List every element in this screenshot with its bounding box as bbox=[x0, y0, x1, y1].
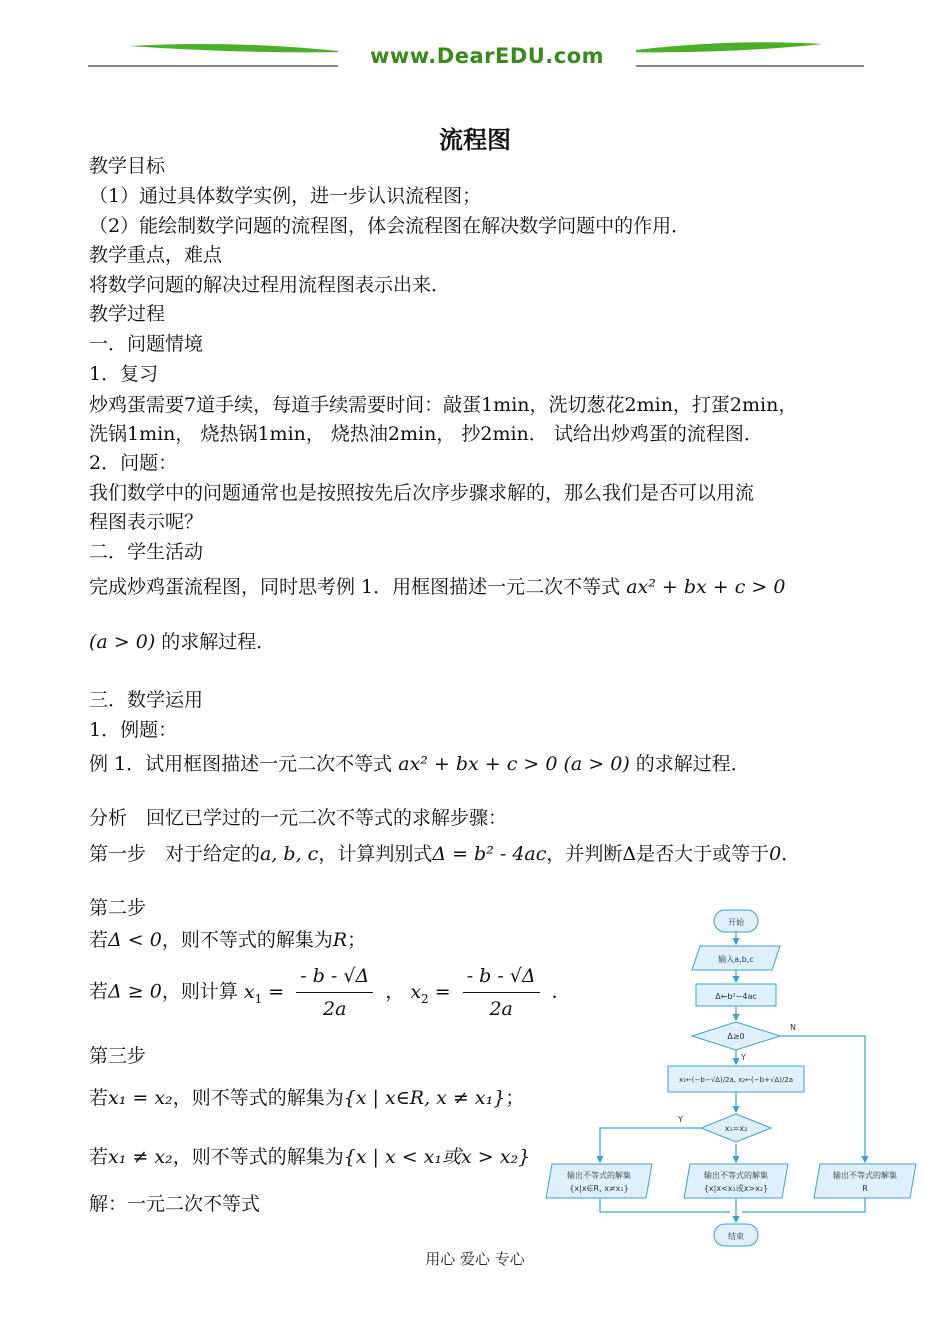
step-2-a-math-2: R bbox=[332, 929, 348, 951]
x1-numerator: - b - √Δ bbox=[296, 962, 373, 993]
step-2-b-math-1: Δ ≥ 0 bbox=[108, 980, 162, 1003]
step-3-line-a bbox=[89, 1086, 524, 1110]
question-heading: 2．问题： bbox=[89, 452, 178, 474]
header-brand: www.DearEDU.com bbox=[338, 44, 636, 68]
goal-heading: 教学目标 bbox=[89, 155, 166, 177]
step-3-a-text-1: 若 bbox=[89, 1087, 109, 1109]
x1-denominator: 2a bbox=[323, 998, 347, 1020]
step-3-b-text-1: 若 bbox=[89, 1146, 109, 1168]
solution-text: 解：一元二次不等式 bbox=[89, 1193, 261, 1215]
flow-input-label: 输入a,b,c bbox=[718, 955, 754, 964]
flow-discriminant-label: Δ←b²−4ac bbox=[715, 992, 757, 1001]
example-line bbox=[89, 752, 750, 776]
activity-line-2 bbox=[89, 630, 275, 654]
flow-output-3-label: 输出不等式的解集 bbox=[833, 1171, 897, 1180]
analysis-text: 分析 回忆已学过的一元二次不等式的求解步骤： bbox=[89, 807, 508, 829]
key-heading: 教学重点，难点 bbox=[89, 244, 223, 266]
step-1-text-a: 第一步 对于给定的 bbox=[89, 843, 261, 865]
activity-line bbox=[89, 575, 785, 599]
step-3-heading: 第三步 bbox=[89, 1045, 147, 1067]
example-math-2: (a > 0) bbox=[563, 753, 630, 775]
example-math-1: ax² + bx + c > 0 bbox=[398, 753, 558, 775]
key-text: 将数学问题的解决过程用流程图表示出来． bbox=[89, 274, 451, 296]
question-text-1: 我们数学中的问题通常也是按照按先后次序步骤求解的，那么我们是否可以用流 bbox=[89, 482, 755, 504]
example-text-2: 的求解过程． bbox=[635, 753, 750, 775]
flow-output-1-set: {x|x∈R, x≠x₁} bbox=[569, 1184, 629, 1193]
step-3-a-text-2: ，则不等式的解集为 bbox=[172, 1087, 344, 1109]
step-2-heading: 第二步 bbox=[89, 897, 147, 919]
step-3-b-math-2: {x | x < x₁或x > x₂} bbox=[343, 1146, 531, 1168]
x1-fraction bbox=[296, 962, 373, 1023]
page-footer: 用心 爱心 专心 bbox=[425, 1250, 525, 1268]
x2-fraction bbox=[463, 962, 540, 1023]
step-2-a-text-2: ，则不等式的解集为 bbox=[161, 929, 333, 951]
flow-roots-label: x₁←(−b−√Δ)/2a, x₂←(−b+√Δ)/2a bbox=[678, 1076, 794, 1084]
flowchart bbox=[540, 900, 920, 1250]
process-heading: 教学过程 bbox=[89, 303, 166, 325]
flow-yes-2: Y bbox=[678, 1115, 683, 1124]
activity-text-2: 的求解过程． bbox=[161, 631, 276, 653]
step-3-line-b bbox=[89, 1145, 530, 1169]
step-1-math-discriminant: Δ = b² - 4ac bbox=[432, 843, 547, 865]
step-1-math-zero: 0 bbox=[769, 843, 782, 865]
flow-no-1: N bbox=[790, 1023, 796, 1032]
step-2-line-b: 若Δ ≥ 0，则计算 $x_1$ = $\frac{- b - √\Delta}{2a}$ ， $x_2$ = $\frac{- b - √\Delta}{2a}$ ． bbox=[89, 962, 571, 1023]
activity-math-1: ax² + bx + c > 0 bbox=[626, 576, 786, 598]
step-2-a-text-3: ； bbox=[347, 929, 367, 951]
section-3-heading: 三．数学运用 bbox=[89, 689, 204, 711]
example-text-1: 例 1．试用框图描述一元二次不等式 bbox=[89, 753, 393, 775]
flow-output-2-label: 输出不等式的解集 bbox=[704, 1171, 768, 1180]
flow-output-3-set: R bbox=[862, 1184, 868, 1193]
flow-cond-2-label: x₁=x₂ bbox=[724, 1124, 748, 1133]
review-text-2: 洗锅1min， 烧热锅1min， 烧热油2min， 抄2min． 试给出炒鸡蛋的流程图． bbox=[89, 423, 763, 445]
section-1-heading: 一．问题情境 bbox=[89, 333, 204, 355]
goal-1: （1）通过具体数学实例，进一步认识流程图； bbox=[89, 185, 482, 207]
page-header bbox=[88, 32, 864, 72]
step-1-line bbox=[89, 842, 800, 866]
step-3-b-text-2: ，则不等式的解集为 bbox=[172, 1146, 344, 1168]
step-2-a-math-1: Δ < 0 bbox=[108, 929, 162, 951]
x2-denominator: 2a bbox=[489, 998, 513, 1020]
step-3-b-math-1: x₁ ≠ x₂ bbox=[108, 1146, 173, 1168]
flow-end-label: 结束 bbox=[728, 1232, 744, 1241]
x2-symbol: $x_2$ = bbox=[410, 980, 451, 1006]
x1-symbol: $x_1$ = bbox=[243, 980, 285, 1006]
activity-text-1: 完成炒鸡蛋流程图，同时思考例 1．用框图描述一元二次不等式 bbox=[89, 576, 621, 598]
flow-cond-1-label: Δ≥0 bbox=[727, 1032, 745, 1041]
step-1-text-c: ，并判断Δ是否大于或等于 bbox=[546, 843, 770, 865]
section-2-heading: 二．学生活动 bbox=[89, 541, 204, 563]
step-2-a-text-1: 若 bbox=[89, 929, 109, 951]
x2-numerator: - b - √Δ bbox=[463, 962, 540, 993]
step-1-text-b: ，计算判别式 bbox=[318, 843, 433, 865]
step-3-a-math-2: {x | x∈R, x ≠ x₁} bbox=[343, 1087, 506, 1109]
flow-start-label: 开始 bbox=[728, 918, 744, 927]
activity-math-2: (a > 0) bbox=[89, 631, 156, 653]
goal-2: （2）能绘制数学问题的流程图，体会流程图在解决数学问题中的作用． bbox=[89, 215, 691, 237]
step-3-a-text-3: ； bbox=[505, 1087, 525, 1109]
flow-output-1-label: 输出不等式的解集 bbox=[567, 1171, 631, 1180]
question-text-2: 程图表示呢？ bbox=[89, 511, 204, 533]
step-2-line-a bbox=[89, 928, 366, 952]
step-3-a-math-1: x₁ = x₂ bbox=[108, 1087, 173, 1109]
flow-output-2-set: {x|x<x₁或x>x₂} bbox=[703, 1184, 769, 1193]
example-heading: 1．例题： bbox=[89, 719, 178, 741]
review-text-1: 炒鸡蛋需要7道手续，每道手续需要时间：敲蛋1min，洗切葱花2min，打蛋2min， bbox=[89, 394, 798, 416]
page-title: 流程图 bbox=[439, 126, 511, 154]
step-2-b-text-1: 若 bbox=[89, 980, 109, 1003]
step-2-b-text-2: ，则计算 bbox=[161, 980, 238, 1003]
step-1-math-abc: a, b, c bbox=[260, 843, 319, 865]
review-heading: 1．复习 bbox=[89, 363, 159, 385]
flow-yes-1: Y bbox=[741, 1053, 746, 1062]
step-1-text-d: ． bbox=[781, 843, 801, 865]
